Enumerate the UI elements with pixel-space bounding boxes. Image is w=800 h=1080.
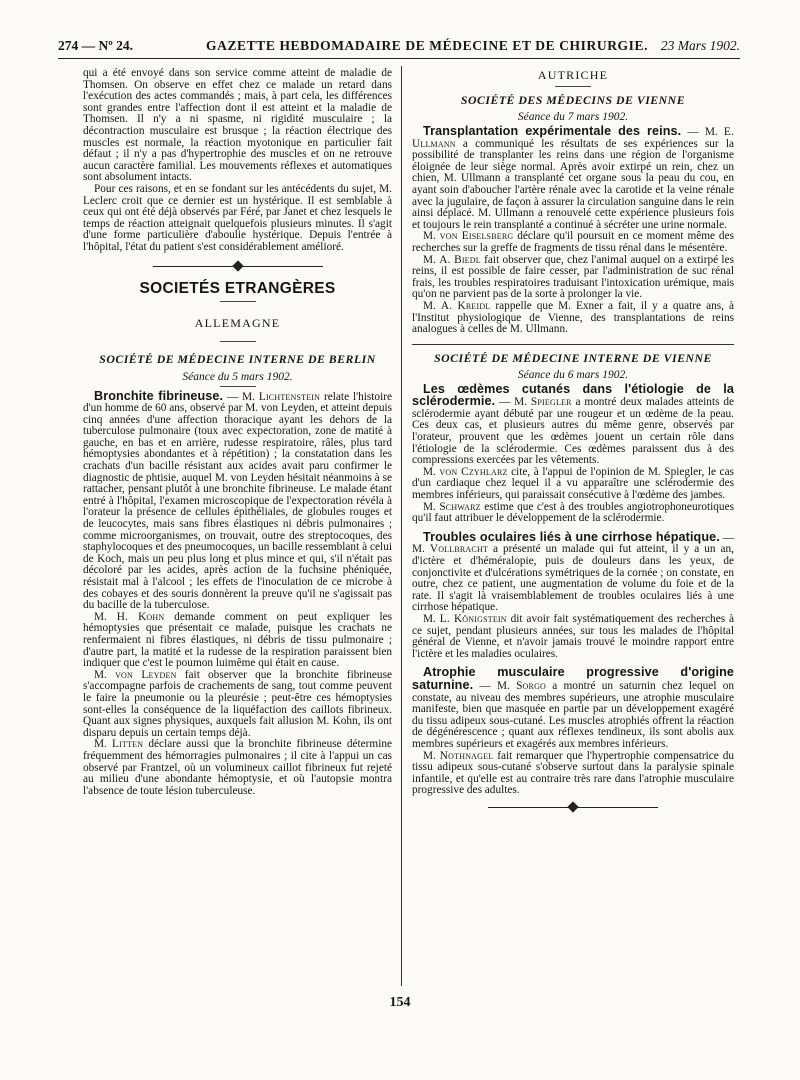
article-text: estime que c'est à des troubles angiotrophoneurotiques qu'il faut attribuer le développement de la sclérodermie. xyxy=(412,500,734,525)
article-text: a présenté un malade qui fut atteint, il y a un an, d'ictère et d'héméralopie, puis de douleurs dans les yeux, de conjonctivite et d'ulcérations symétriques de la cornée ; on constate, en outre, chez ce patient, une augmentation de volume du foie et de la rate. Il s'agit là vraisemblablement de troubles oculaires liés à une cirrhose hépatique. xyxy=(412,543,734,614)
society-heading: SOCIÉTÉ DE MÉDECINE INTERNE DE VIENNE xyxy=(434,350,712,365)
paragraph: M. Schwarz estime que c'est à des troubles angiotrophoneurotiques qu'il faut attribuer le développement de la sclérodermie. xyxy=(412,500,734,525)
article-oedemes: Les œdèmes cutanés dans l'étiologie de la sclérodermie. — M. Spiegler a montré deux malades atteints de sclérodermie ayant débuté par une rougeur et un œdème de la peau. Ces deux cas, et plusieurs autres du même genre, observés par l'orateur, prouvent que les œdèmes jouent un certain rôle dans l'étiologie de la sclérodermie. Ces œdèmes paraissent dus à des compressions exercées par les vêtements. xyxy=(412,381,734,467)
ornament-divider xyxy=(488,801,658,815)
article-text: a communiqué les résultats de ses expériences sur la possibilité de transplanter les reins dans une région de l'organisme éloignée de leur siège normal. Après avoir extirpé un rein, chez un chien, M. Ullmann a transplanté cet organe sous la peau du cou, en ayant soin d'aboucher l'artère rénale avec la carotide et la veine rénale avec la jugulaire, de façon à assurer la circulation sanguine dans le rein ainsi déplacé. M. Ullmann a renouvelé cette expérience plusieurs fois et toujours le rein transplanté a continué à sécréter une urine normale. xyxy=(412,137,734,231)
paragraph: M. von Czyhlarz cite, à l'appui de l'opinion de M. Spiegler, le cas d'un cardiaque chez lequel il a vu apparaître une sclérodermie des membres inférieurs, qui paraissait consécutive à l'œdème des jambes. xyxy=(412,465,734,502)
article-title: Transplantation expérimentale des reins. xyxy=(423,124,682,138)
paragraph: M. Litten déclare aussi que la bronchite fibrineuse détermine fréquemment des hémorragies pulmonaires ; il cite à l'appui un cas observé par Frantzel, où un volumineux caillot fibrineux fut rejeté au milieu d'une abondante hémoptysie, et où l'autopsie montra l'absence de toute lésion tuberculeuse. xyxy=(83,738,392,797)
article-transplantation: Transplantation expérimentale des reins. — M. E. Ullmann a communiqué les résultats de ses expériences sur la possibilité de transplanter les reins dans une région de l'organisme éloignée de leur siège normal. Après avoir extirpé un rein, chez un chien, M. Ullmann a transplanté cet organe sous la peau du cou, en ayant soin d'aboucher l'artère rénale avec la carotide et la veine rénale avec la jugulaire, de façon à assurer la circulation sanguine dans le rein ainsi déplacé. M. Ullmann a renouvelé cette expérience plusieurs fois et toujours le rein transplanté a continué à sécréter une urine normale. xyxy=(412,124,734,231)
society-heading: SOCIÉTÉ DES MÉDECINS DE VIENNE xyxy=(460,93,686,107)
right-column xyxy=(412,68,734,821)
author-name: Litten xyxy=(112,738,144,751)
author-name: Nothnagel xyxy=(439,749,494,762)
author-name: Schwarz xyxy=(439,500,481,513)
running-header xyxy=(58,38,740,58)
author-name: A. Kreidl xyxy=(440,299,491,312)
article-text: demande comment on peut expliquer les hémoptysies que présentait ce malade, puisque les crachats ne renfermaient ni fibres élastiques, ni débris de tissu pulmonaire ; d'autre part, la matité et la rudesse de la respiration paraissent bien indiquer que c'est le poumon luimême qui était en cause. xyxy=(83,610,392,670)
author-name: H. Kohn xyxy=(116,610,165,623)
country-heading: ALLEMAGNE xyxy=(194,315,281,330)
short-rule xyxy=(555,86,591,87)
column-divider xyxy=(401,66,402,986)
author-name: von Eiselsberg xyxy=(439,230,514,243)
short-rule xyxy=(220,341,256,342)
article-title: Atrophie musculaire progressive d'origine saturnine. xyxy=(412,665,734,692)
journal-title: GAZETTE HEBDOMADAIRE DE MÉDECINE ET DE CHIRURGIE. xyxy=(206,38,649,53)
article-bronchite: Bronchite fibrineuse. — M. Lichtenstein relate l'histoire d'un homme de 60 ans, observé par M. von Leyden, et atteint depuis cinq années d'une affection thoracique ayant les dehors de la tuberculose pulmonaire (toux avec expectoration, zone de matité à gauche, en bas et en arrière, rudesse respiratoire, râles, plus tard hémoptysies abondantes et à répétition) ; la constatation dans les crachats d'un bacille résistant aux acides avait paru confirmer le diagnostic de phtisie, auquel M. von Leyden hésitait néanmoins à se rattacher, pensant plutôt à une bronchite fibrineuse. Le malade étant entré à l'hôpital, l'examen microscopique de l'expectoration révéla à l'orateur la présence de cellules épithéliales, de globules rouges et de leucocytes, mais sans fibres élastiques ni débris pulmonaires ; comme microorganismes, on trouvait, outre des streptocoques, des staphylocoques et des pneumocoques, un bacille ressemblant à celui de Koch, mais un peu plus long et plus mince et qui, s'il n'était pas décoloré par les acides, après action de la fuchsine phéniquée, résistait mal à l'alcool ; les effets de l'inoculation de ce microbe à des cobayes et des souris donnèrent la preuve qu'il ne s'agissait pas du bacille de la tuberculose. xyxy=(83,388,392,612)
page-number-left: 274 — Nº 24. xyxy=(58,38,133,53)
paragraph: M. von Eiselsberg déclare qu'il poursuit en ce moment même des recherches sur la greffe de fragments de tissu rénal dans le mésentère. xyxy=(412,230,734,254)
paragraph: qui a été envoyé dans son service comme atteint de maladie de Thomsen. On observe en effet chez ce malade un retard dans l'exécution des actes commandés ; mais, à part cela, les différences sont grandes entre l'affection dont il est atteint et la maladie de Thomsen. Il n'y a ni spasme, ni rigidité musculaire ; la décontraction musculaire est brusque ; la réaction électrique des muscles est normale, la réaction myotonique en particulier fait défaut ; il n'y a pas d'hypertrophie des muscles et on ne retrouve aucun caractère familial. Les mouvements réflexes et automatiques sont absolument intacts. xyxy=(83,67,392,184)
page-number: 154 xyxy=(389,995,411,1010)
article-text: dit avoir fait systématiquement des recherches à ce sujet, pendant plusieurs années, sur tous les malades de l'hôpital général de Vienne, et n'avoir jamais trouvé le moindre rapport entre l'ictère et les maladies oculaires. xyxy=(412,612,734,660)
article-text: fait remarquer que l'hypertrophie compensatrice du tissu adipeux sous-cutané s'observe surtout dans la paralysie spinale infantile, et qu'elle est au contraire très rare dans l'atrophie musculaire progressive des adultes. xyxy=(412,749,734,797)
article-text: fait observer que, chez l'animal auquel on a extirpé les reins, il est possible de faire cesser, par l'administration de suc rénal frais, les troubles respiratoires traduisant l'intoxication urémique, mais qu'on ne parvient pas de la sorte à prolonger la vie. xyxy=(412,253,734,301)
issue-date: 23 Mars 1902. xyxy=(660,38,740,53)
short-rule xyxy=(220,386,256,387)
paragraph: M. L. Königstein dit avoir fait systématiquement des recherches à ce sujet, pendant plusieurs années, sur tous les malades de l'hôpital général de Vienne, et n'avoir jamais trouvé le moindre rapport entre l'ictère et les maladies oculaires. xyxy=(412,612,734,660)
paragraph: M. Nothnagel fait remarquer que l'hypertrophie compensatrice du tissu adipeux sous-cutané s'observe surtout dans la paralysie spinale infantile, et qu'elle est au contraire très rare dans l'atrophie musculaire progressive des adultes. xyxy=(412,749,734,797)
paragraph: M. von Leyden fait observer que la bronchite fibrineuse s'accompagne parfois de crachements de sang, tout comme peuvent le faire la pneumonie ou la pleurésie ; peut-être ces hémoptysies sont-elles la conséquence de la liquéfaction des caillots fibrineux. Quant aux signes physiques, auxquels fait allusion M. Kohn, ils ont disparu depuis un certain temps déjà. xyxy=(83,668,392,739)
seance-date: Séance du 6 mars 1902. xyxy=(517,368,629,381)
article-text: a montré deux malades atteints de sclérodermie ayant débuté par une rougeur et un œdème de la peau. Ces deux cas, et plusieurs autres du même genre, observés par l'orateur, prouvent que les œdèmes jouent un certain rôle dans l'étiologie de la sclérodermie. Ces œdèmes paraissent dus à des compressions exercées par les vêtements. xyxy=(412,396,734,467)
ornament-divider xyxy=(153,260,323,274)
article-text: relate l'histoire d'un homme de 60 ans, observé par M. von Leyden, et atteint depuis cinq années d'une affection thoracique ayant les dehors de la tuberculose pulmonaire (toux avec expectoration, zone de matité à gauche, en bas et en arrière, rudesse respiratoire, râles, plus tard hémoptysies abondantes et à répétition) ; la constatation dans les crachats d'un bacille résistant aux acides avait paru confirmer le diagnostic de phtisie, auquel M. von Leyden hésitait néanmoins à se rattacher, pensant plutôt à une bronchite fibrineuse. Le malade étant entré à l'hôpital, l'examen microscopique de l'expectoration révéla à l'orateur la présence de cellules épithéliales, de globules rouges et de leucocytes, mais sans fibres élastiques ni débris pulmonaires ; comme microorganismes, on trouvait, outre des streptocoques, des staphylocoques et des pneumocoques, un bacille ressemblant à celui de Koch, mais un peu plus long et plus mince et qui, s'il n'était pas décoloré par les acides, après action de la fuchsine phéniquée, résistait mal à l'alcool ; les effets de l'inoculation de ce microbe à des cobayes et des souris donnèrent la preuve qu'il ne s'agissait pas du bacille de la tuberculose. xyxy=(83,390,392,612)
author-name: von Czyhlarz xyxy=(439,465,508,478)
author-name: Sorgo xyxy=(516,679,547,692)
author-name: Spiegler xyxy=(530,396,572,409)
article-text: rappelle que M. Exner a fait, il y a quatre ans, à l'Institut physiologique de Vienne, des transplantations de reins analogues à celles de M. Ullmann. xyxy=(412,299,734,336)
author-name: A. Biedl xyxy=(439,253,481,266)
article-title: Les œdèmes cutanés dans l'étiologie de la sclérodermie. xyxy=(412,381,734,409)
paragraph: M. H. Kohn demande comment on peut expliquer les hémoptysies que présentait ce malade, puisque les crachats ne renfermaient ni fibres élastiques, ni débris de tissu pulmonaire ; d'autre part, la matité et la rudesse de la respiration paraissent bien indiquer que c'est le poumon luimême qui était en cause. xyxy=(83,610,392,670)
article-title: Troubles oculaires liés à une cirrhose hépatique. xyxy=(423,529,720,544)
section-title: SOCIETÉS ETRANGÈRES xyxy=(139,279,336,297)
article-text: déclare qu'il poursuit en ce moment même des recherches sur la greffe de fragments de tissu rénal dans le mésentère. xyxy=(412,230,734,254)
header-rule xyxy=(58,58,740,59)
paragraph: Pour ces raisons, et en se fondant sur les antécédents du sujet, M. Leclerc croit que ce dernier est un hystérique. Il est semblable à ceux qui ont été déjà observés par Féré, par Janet et chez lesquels le temps de réaction atteignait quelquefois plusieurs minutes. Il s'agit d'une forme particulière d'aboulie hystérique. Depuis l'entrée à l'hôpital, l'état du patient s'est considérablement amélioré. xyxy=(83,182,392,253)
left-column xyxy=(83,68,392,797)
article-text: cite, à l'appui de l'opinion de M. Spiegler, le cas d'un cardiaque chez lequel il a vu apparaître une sclérodermie des membres inférieurs, qui paraissait consécutive à l'œdème des jambes. xyxy=(412,465,734,502)
seance-date: Séance du 5 mars 1902. xyxy=(182,370,293,383)
article-text: déclare aussi que la bronchite fibrineuse détermine fréquemment des hémorragies pulmonaires ; il cite à l'appui un cas observé par Frantzel, où un volumineux caillot fibrineux fut rejeté au milieu d'une abondante hémoptysie, et où l'autopsie montra l'absence de toute lésion tuberculeuse. xyxy=(83,738,392,797)
author-name: Vollbracht xyxy=(429,543,489,556)
author-name: von Leyden xyxy=(115,668,177,681)
seance-date: Séance du 7 mars 1902. xyxy=(517,111,629,123)
author-name: E. Ullmann xyxy=(412,126,734,150)
article-title: Bronchite fibrineuse. xyxy=(94,388,224,403)
country-heading: AUTRICHE xyxy=(537,68,609,82)
article-atrophie: Atrophie musculaire progressive d'origine saturnine. — M. Sorgo a montré un saturnin chez lequel on constate, au niveau des membres supérieurs, une atrophie musculaire manifeste, bien que masquée en partie par un développement exagéré du tissu adipeux sous-cutané. Les muscles atrophiés offrent la réaction de dégénérescence ; quant aux réflexes tendineux, ils sont abolis aux membres supérieurs et exagérés aux membres inférieurs. xyxy=(412,665,734,750)
author-name: L. Königstein xyxy=(439,612,507,625)
section-rule xyxy=(412,344,734,345)
article-troubles-oculaires: Troubles oculaires liés à une cirrhose hépatique. — M. Vollbracht a présenté un malade qui fut atteint, il y a un an, d'ictère et d'héméralopie, puis de douleurs dans les yeux, de conjonctivite et d'ulcérations symétriques de la cornée ; on constate, en outre, chez ce patient, une augmentation de volume du foie et de la rate. Il s'agit là vraisemblablement de troubles oculaires liés à une cirrhose hépatique. xyxy=(412,529,734,614)
short-rule xyxy=(220,301,256,302)
article-text: a montré un saturnin chez lequel on constate, au niveau des membres supérieurs, une atrophie musculaire manifeste, bien que masquée en partie par un développement exagéré du tissu adipeux sous-cutané. Les muscles atrophiés offrent la réaction de dégénérescence ; quant aux réflexes tendineux, ils sont abolis aux membres supérieurs et exagérés aux membres inférieurs. xyxy=(412,679,734,750)
society-heading: SOCIÉTÉ DE MÉDECINE INTERNE DE BERLIN xyxy=(99,351,376,366)
article-text: fait observer que la bronchite fibrineuse s'accompagne parfois de crachements de sang, tout comme peuvent le faire la pneumonie ou la pleurésie ; peut-être ces hémoptysies sont-elles la conséquence de la liquéfaction des caillots fibrineux. Quant aux signes physiques, auxquels fait allusion M. Kohn, ils ont disparu depuis un certain temps déjà. xyxy=(83,668,392,739)
paragraph: M. A. Kreidl rappelle que M. Exner a fait, il y a quatre ans, à l'Institut physiologique de Vienne, des transplantations de reins analogues à celles de M. Ullmann. xyxy=(412,299,734,336)
paragraph: M. A. Biedl fait observer que, chez l'animal auquel on a extirpé les reins, il est possible de faire cesser, par l'administration de suc rénal frais, les troubles respiratoires traduisant l'intoxication urémique, mais qu'on ne parvient pas de la sorte à prolonger la vie. xyxy=(412,253,734,301)
author-name: Lichtenstein xyxy=(258,390,321,403)
